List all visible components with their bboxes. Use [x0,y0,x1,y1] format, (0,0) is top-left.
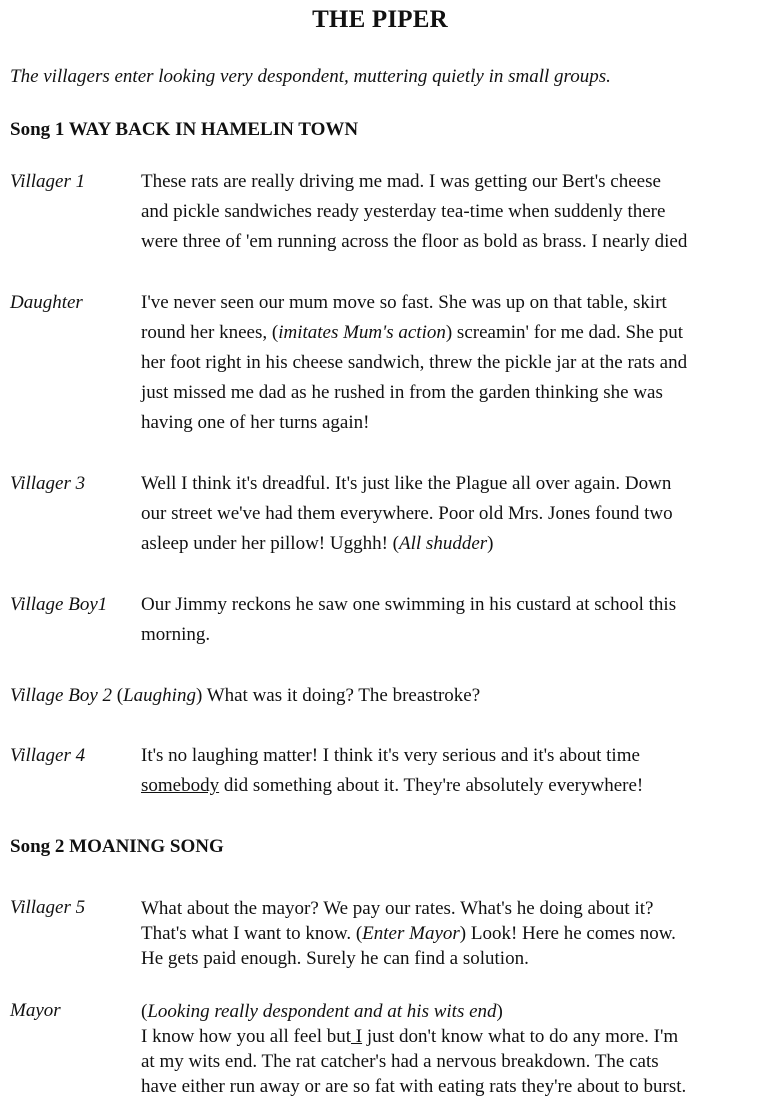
speech-daughter [141,288,760,438]
speech-mayor [141,999,760,1099]
song-heading-1: Song 1 WAY BACK IN HAMELIN TOWN [10,119,359,140]
speech-village-boy-2: Village Boy 2 (Laughing) What was it doing? The breastroke? [10,685,481,706]
speech-line: He gets paid enough. Surely he can find a solution. [141,948,529,969]
speech-line: were three of 'em running across the floor as bold as brass. I nearly died [141,231,688,252]
speech-villager-4 [141,741,760,801]
speaker-villager-3: Villager 3 [10,473,86,494]
inline-stage-direction: imitates Mum's action [278,322,446,343]
speech-line: It's no laughing matter! I think it's very serious and it's about time [141,745,640,766]
speech-villager-3 [141,469,760,559]
speech-villager-5 [141,896,760,971]
speech-line: (Looking really despondent and at his wits end) [141,1001,503,1022]
inline-stage-direction: All shudder [399,533,488,554]
speech-village-boy-1 [141,590,760,650]
speaker-village-boy-2: Village Boy 2 [10,685,113,706]
stage-direction: The villagers enter looking very despondent, muttering quietly in small groups. [10,66,611,87]
speaker-mayor: Mayor [10,1000,61,1021]
speaker-villager-5: Villager 5 [10,897,86,918]
emphasized-word: somebody [141,775,220,796]
speech-line: her foot right in his cheese sandwich, threw the pickle jar at the rats and [141,352,688,373]
speaker-villager-1: Villager 1 [10,171,86,192]
speech-line: having one of her turns again! [141,412,370,433]
page-title: THE PIPER [312,6,448,33]
speech-line: at my wits end. The rat catcher's had a nervous breakdown. The cats [141,1051,659,1072]
speech-line: somebody did something about it. They're absolutely everywhere! [141,775,644,796]
inline-stage-direction: Enter Mayor [362,923,460,944]
speech-villager-1 [141,167,760,257]
speech-line: I know how you all feel but I just don't know what to do any more. I'm [141,1026,679,1047]
speech-line: have either run away or are so fat with eating rats they're about to burst. [141,1076,687,1097]
speech-line: our street we've had them everywhere. Poor old Mrs. Jones found two [141,503,673,524]
speech-line: These rats are really driving me mad. I was getting our Bert's cheese [141,171,661,192]
inline-stage-direction: Laughing [123,685,196,706]
speech-line: Our Jimmy reckons he saw one swimming in his custard at school this [141,594,677,615]
emphasized-word: I [351,1026,363,1047]
speech-line: That's what I want to know. (Enter Mayor) Look! Here he comes now. [141,923,676,944]
speech-line: morning. [141,624,211,645]
speaker-villager-4: Villager 4 [10,745,86,766]
speech-line: What about the mayor? We pay our rates. What's he doing about it? [141,898,654,919]
speech-line: and pickle sandwiches ready yesterday tea-time when suddenly there [141,201,666,222]
speaker-daughter: Daughter [10,292,83,313]
speech-line: asleep under her pillow! Ugghh! (All shudder) [141,533,494,554]
song-heading-2: Song 2 MOANING SONG [10,836,224,857]
speech-line: round her knees, (imitates Mum's action) screamin' for me dad. She put [141,322,684,343]
speaker-village-boy-1: Village Boy1 [10,594,108,615]
speech-line: I've never seen our mum move so fast. She was up on that table, skirt [141,292,667,313]
speech-line: just missed me dad as he rushed in from the garden thinking she was [141,382,663,403]
inline-stage-direction: Looking really despondent and at his wits end [147,1001,497,1022]
speech-line: Well I think it's dreadful. It's just like the Plague all over again. Down [141,473,672,494]
